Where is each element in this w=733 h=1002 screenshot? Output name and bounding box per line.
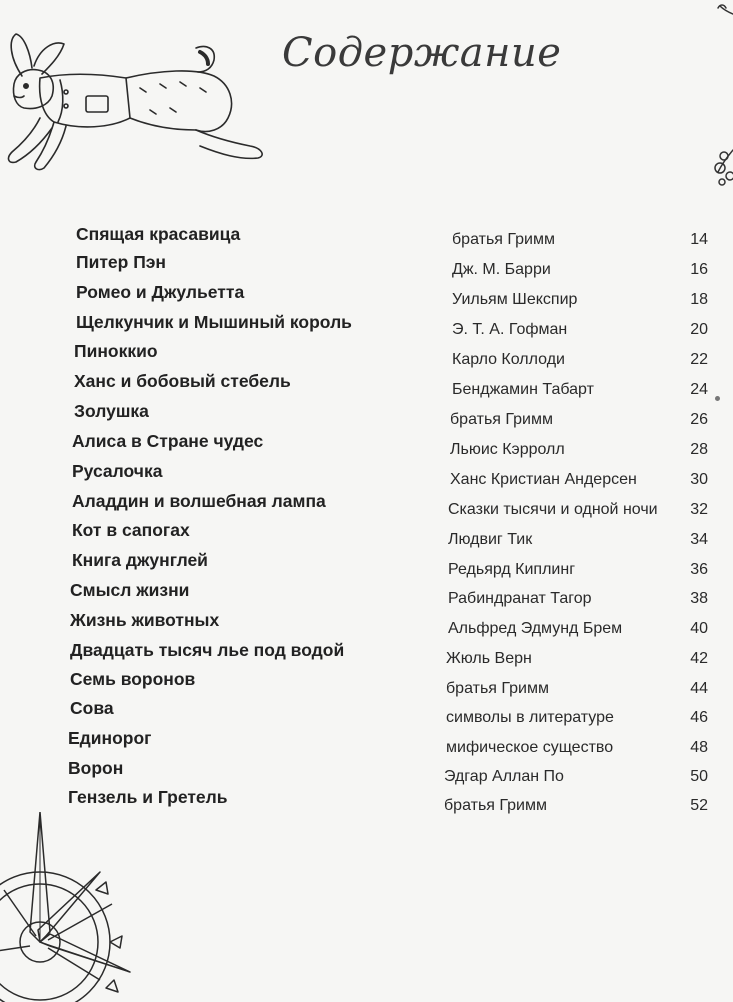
- page-number: 38: [690, 590, 708, 607]
- story-title: Ромео и Джульетта: [76, 282, 245, 302]
- story-title: Щелкунчик и Мышиный король: [76, 312, 352, 332]
- page-number: 22: [690, 351, 708, 368]
- story-title: Ханс и бобовый стебель: [74, 371, 291, 391]
- page-number: 42: [690, 650, 708, 667]
- story-author: Жюль Верн: [446, 650, 532, 667]
- page-number: 18: [690, 291, 708, 308]
- page-number: 40: [690, 620, 708, 637]
- story-author: Ханс Кристиан Андерсен: [450, 471, 637, 488]
- page-number: 52: [690, 797, 708, 814]
- story-author: Эдгар Аллан По: [444, 768, 564, 785]
- story-title: Русалочка: [72, 461, 163, 481]
- page-number: 50: [690, 768, 708, 785]
- story-author: Альфред Эдмунд Брем: [448, 620, 623, 637]
- story-title: Алиса в Стране чудес: [72, 431, 264, 451]
- page-number: 34: [690, 531, 708, 548]
- story-title: Спящая красавица: [76, 224, 241, 244]
- page-number: 24: [690, 381, 708, 398]
- page-number: 30: [690, 471, 708, 488]
- story-author: Сказки тысячи и одной ночи: [448, 501, 658, 518]
- page-number: 14: [690, 231, 708, 248]
- page-number: 36: [690, 561, 708, 578]
- story-author: братья Гримм: [452, 231, 555, 248]
- page-number: 16: [690, 261, 708, 278]
- story-title: Семь воронов: [70, 669, 196, 689]
- story-title: Единорог: [68, 728, 152, 748]
- story-title: Сова: [70, 698, 114, 718]
- page-number: 48: [690, 739, 708, 756]
- compass-rose-illustration: [0, 812, 150, 1002]
- story-author: Льюис Кэрролл: [450, 441, 565, 458]
- story-title: Ворон: [68, 758, 124, 778]
- story-author: Уильям Шекспир: [452, 291, 578, 308]
- story-title: Гензель и Гретель: [68, 787, 228, 807]
- story-author: Карло Коллоди: [452, 351, 565, 368]
- decorative-dot: [715, 396, 720, 401]
- story-author: Э. Т. А. Гофман: [452, 321, 568, 338]
- story-title: Двадцать тысяч лье под водой: [70, 640, 345, 660]
- page-number: 44: [690, 680, 708, 697]
- story-title: Золушка: [74, 401, 149, 421]
- story-author: Бенджамин Табарт: [452, 381, 594, 398]
- story-title: Жизнь животных: [70, 610, 220, 630]
- flower-sprig-icon: [700, 0, 733, 200]
- story-author: братья Гримм: [444, 797, 547, 814]
- story-title: Аладдин и волшебная лампа: [72, 491, 326, 511]
- story-title: Пиноккио: [74, 341, 158, 361]
- story-title: Смысл жизни: [70, 580, 190, 600]
- page-title: Содержание: [282, 30, 562, 76]
- page-number: 46: [690, 709, 708, 726]
- story-title: Питер Пэн: [76, 252, 167, 272]
- story-author: Дж. М. Барри: [452, 261, 551, 278]
- story-author: Редьярд Киплинг: [448, 561, 576, 578]
- story-title: Кот в сапогах: [72, 520, 190, 540]
- story-author: символы в литературе: [446, 709, 614, 726]
- story-author: Людвиг Тик: [448, 531, 533, 548]
- story-author: братья Гримм: [446, 680, 549, 697]
- story-author: Рабиндранат Тагор: [448, 590, 592, 607]
- story-author: мифическое существо: [446, 739, 614, 756]
- page-number: 20: [690, 321, 708, 338]
- story-title: Книга джунглей: [72, 550, 208, 570]
- page-number: 32: [690, 501, 708, 518]
- page-number: 28: [690, 441, 708, 458]
- page-number: 26: [690, 411, 708, 428]
- rabbit-illustration: [0, 18, 275, 178]
- story-author: братья Гримм: [450, 411, 553, 428]
